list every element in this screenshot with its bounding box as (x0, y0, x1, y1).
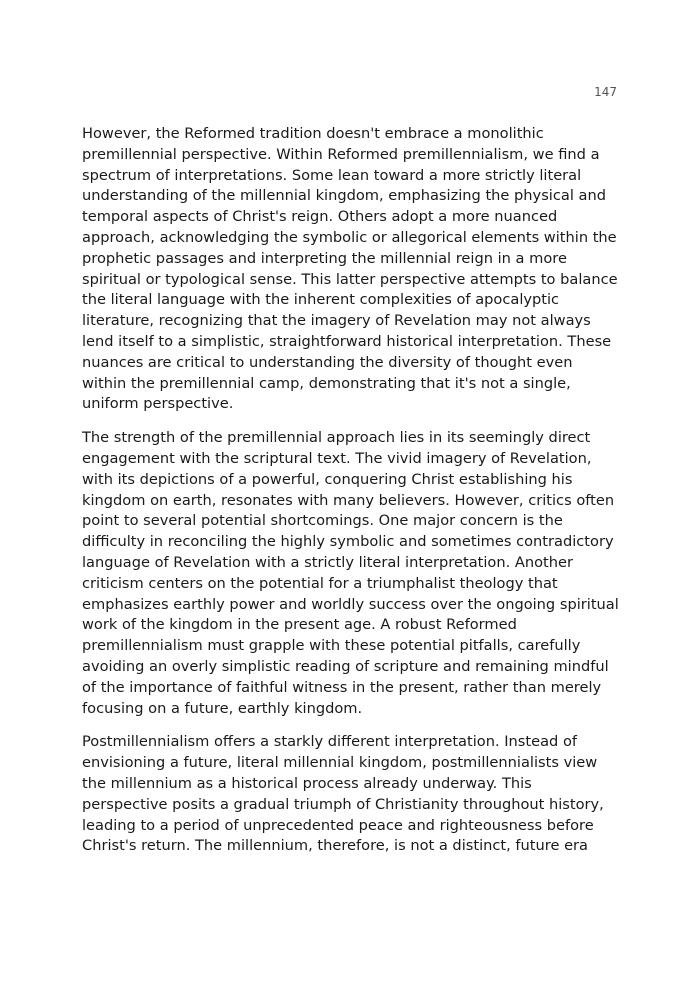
paragraph: However, the Reformed tradition doesn't embrace a monolithic premillennial perspective. Within Reformed premillennialism, we find a spectrum of interpretations. Some lean toward a more strictly literal understanding of the millennial kingdom, emphasizing the physical and temporal aspects of Christ's reign. Others adopt a more nuanced approach, acknowledging the symbolic or allegorical elements within the prophetic passages and interpreting the millennial reign in a more spiritual or typological sense. This latter perspective attempts to balance the literal language with the inherent complexities of apocalyptic literature, recognizing that the imagery of Revelation may not always lend itself to a simplistic, straightforward historical interpretation. These nuances are critical to understanding the diversity of thought even within the premillennial camp, demonstrating that it's not a single, uniform perspective. (82, 125, 618, 413)
paragraph: The strength of the premillennial approach lies in its seemingly direct engagement with the scriptural text. The vivid imagery of Revelation, with its depictions of a powerful, conquering Christ establishing his kingdom on earth, resonates with many believers. However, critics often point to several potential shortcomings. One major concern is the difficulty in reconciling the highly symbolic and sometimes contradictory language of Revelation with a strictly literal interpretation. Another criticism centers on the potential for a triumphalist theology that emphasizes earthly power and worldly success over the ongoing spiritual work of the kingdom in the present age. A robust Reformed premillennialism must grapple with these potential pitfalls, carefully avoiding an overly simplistic reading of scripture and remaining mindful of the importance of faithful witness in the present, rather than merely focusing on a future, earthly kingdom. (82, 429, 619, 717)
body-text (82, 124, 620, 870)
page-number: 147 (594, 85, 617, 99)
paragraph: Postmillennialism offers a starkly different interpretation. Instead of envisioning a future, literal millennial kingdom, postmillennialists view the millennium as a historical process already underway. This perspective posits a gradual triumph of Christianity throughout history, leading to a period of unprecedented peace and righteousness before Christ's return. The millennium, therefore, is not a distinct, future era (82, 733, 604, 855)
